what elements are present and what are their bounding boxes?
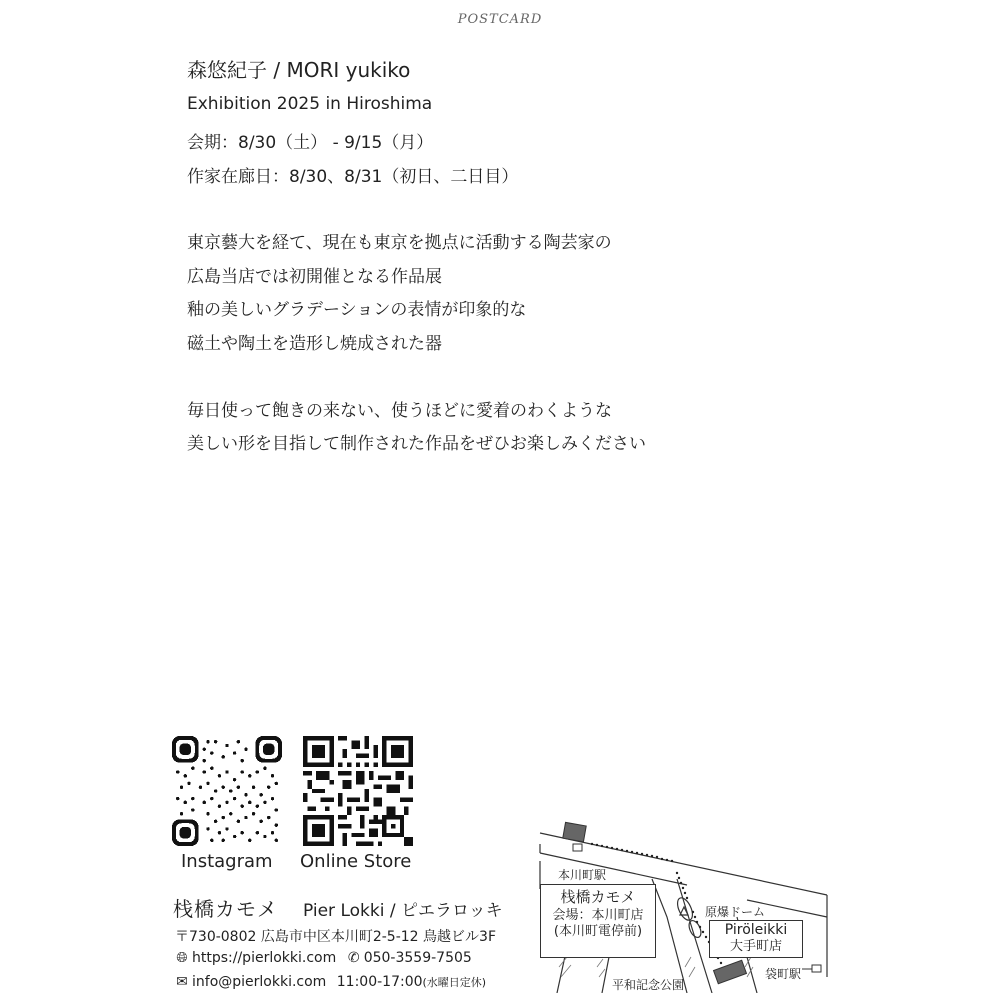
shop-name: 栈橋カモメ (173, 897, 278, 921)
contact-row-1 (175, 950, 472, 966)
mail-icon: ✉ (176, 974, 188, 990)
instagram-qr-code[interactable] (172, 736, 282, 846)
map-label-fukuromachi-station: 袋町駅 (765, 967, 802, 981)
phone-icon: ✆ (347, 950, 360, 966)
description-line: 美しい形を目指して制作された作品をぜひお楽しみください (187, 434, 646, 454)
shop-address: 〒730-0802 広島市中区本川町2-5-12 鳥越ビル3F (175, 929, 496, 945)
map-label-honkawacho-station: 本川町駅 (558, 868, 607, 882)
online-store-qr-label: Online Store (300, 851, 412, 872)
map-other-shop-name: Piröleikki (724, 922, 788, 938)
description-line: 釉の美しいグラデーションの表情が印象的な (187, 300, 527, 320)
map-label-atomic-dome: 原爆ドーム (705, 905, 766, 919)
closed-day: (水曜日定休) (422, 976, 487, 989)
instagram-qr-label: Instagram (181, 851, 273, 872)
map-venue-line1: 会場：本川町店 (552, 907, 644, 923)
access-map (537, 817, 830, 993)
description-line: 磁土や陶土を造形し焼成された器 (187, 334, 442, 354)
artist-days: 作家在廊日：8/30、8/31（初日、二日目） (187, 167, 519, 187)
map-other-shop-branch: 大手町店 (729, 939, 782, 955)
map-label-peace-park: 平和記念公園 (612, 978, 685, 992)
online-store-qr-code[interactable] (303, 736, 413, 846)
artist-name: 森悠紀子 / MORI yukiko (187, 58, 411, 82)
map-other-shop-box (709, 920, 803, 958)
description-line: 東京藝大を経て、現在も東京を拠点に活動する陶芸家の (187, 233, 612, 253)
email-link[interactable]: info@pierlokki.com (192, 974, 327, 990)
opening-hours: 11:00-17:00 (336, 974, 423, 990)
phone-number[interactable]: 050-3559-7505 (363, 950, 472, 966)
globe-icon: 🌐︎ (176, 950, 188, 966)
description-line: 毎日使って飽きの来ない、使うほどに愛着のわくような (187, 401, 612, 421)
map-venue-box (540, 884, 656, 958)
postcard-label: POSTCARD (457, 12, 543, 27)
contact-row-2 (175, 974, 486, 990)
map-venue-line2: (本川町電停前) (553, 924, 643, 940)
description-line: 広島当店では初開催となる作品展 (187, 267, 442, 287)
exhibition-dates: 会期：8/30（土） - 9/15（月） (187, 133, 434, 153)
shop-subname: Pier Lokki / ピエラロッキ (303, 901, 503, 921)
exhibition-title: Exhibition 2025 in Hiroshima (187, 94, 433, 114)
map-venue-name: 栈橋カモメ (560, 888, 636, 906)
website-link[interactable]: https://pierlokki.com (192, 950, 337, 966)
